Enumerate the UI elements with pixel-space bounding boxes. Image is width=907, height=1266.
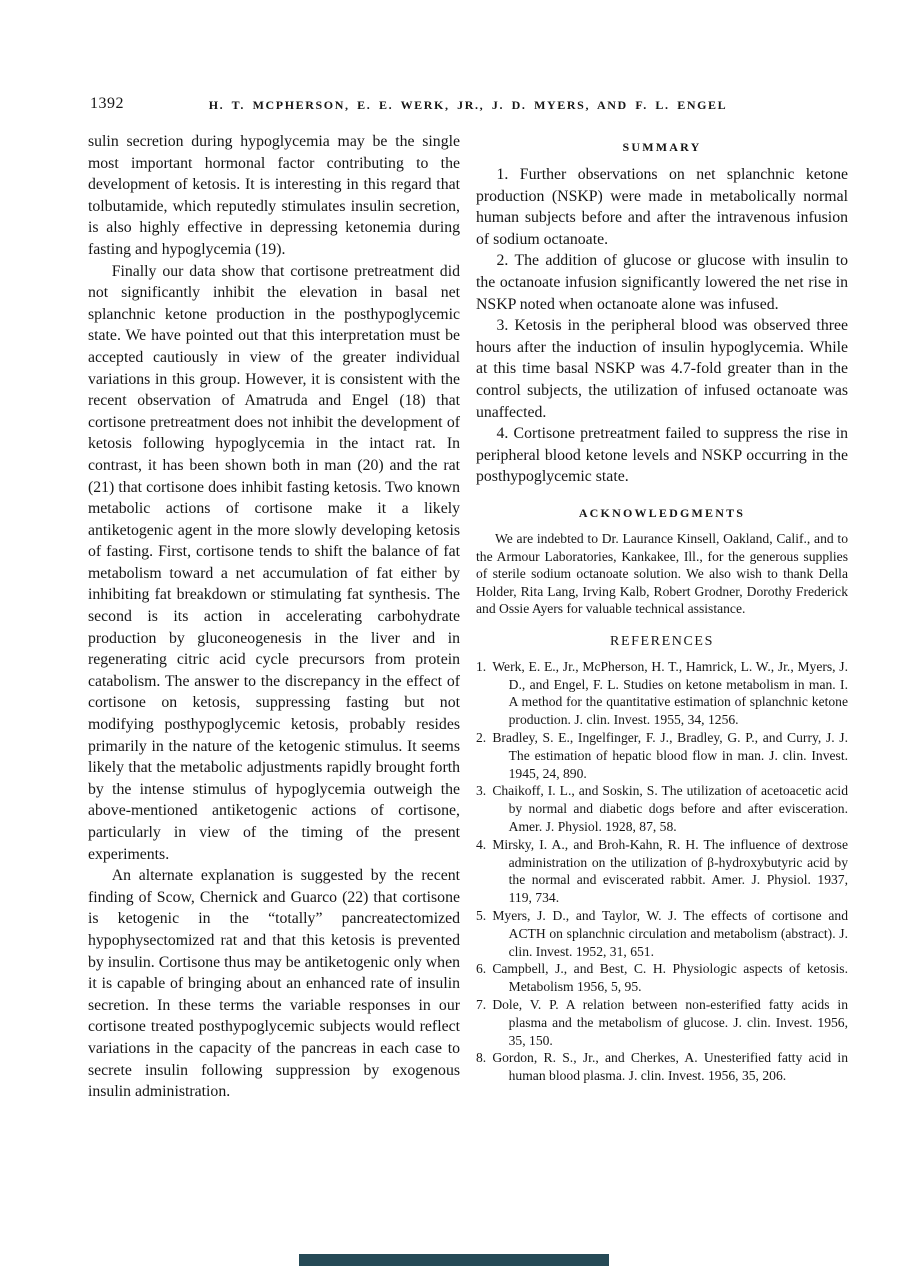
reference-entry [476, 729, 848, 782]
reference-entry [476, 836, 848, 907]
references-heading: REFERENCES [610, 633, 714, 649]
right-column [476, 131, 848, 1103]
reference-number: 2. [476, 730, 487, 746]
reference-number: 7. [476, 997, 487, 1013]
reference-text: Bradley, S. E., Ingelfinger, F. J., Bradley, G. P., and Curry, J. J. The estimation of hepatic blood flow in man. J. clin. Invest. 1945, 24, 890. [492, 730, 848, 781]
reference-text: Mirsky, I. A., and Broh-Kahn, R. H. The influence of dextrose administration on the utilization of β-hydroxybutyric acid by the normal and eviscerated rabbit. Amer. J. Physiol. 1937, 119, 734. [492, 836, 848, 906]
reference-number: 8. [476, 1050, 487, 1066]
reference-text: Campbell, J., and Best, C. H. Physiologic aspects of ketosis. Metabolism 1956, 5, 95. [492, 961, 848, 995]
reference-text: Chaikoff, I. L., and Soskin, S. The utilization of acetoacetic acid by normal and diabetic dogs before and after evisceration. Amer. J. Physiol. 1928, 87, 58. [492, 783, 848, 835]
left-column [88, 131, 460, 1103]
reference-text: Gordon, R. S., Jr., and Cherkes, A. Unesterified fatty acid in human blood plasma. J. clin. Invest. 1956, 35, 206. [492, 1050, 848, 1084]
summary-heading: SUMMARY [622, 140, 702, 154]
reference-list [476, 658, 848, 1085]
reference-text: Werk, E. E., Jr., McPherson, H. T., Hamrick, L. W., Jr., Myers, J. D., and Engel, F. L. Studies on ketone metabolism in man. I. A method for the quantitative estimation of splanchnic ketone production. J. clin. Invest. 1955, 34, 1256. [492, 658, 848, 728]
body-paragraph: Finally our data show that cortisone pretreatment did not significantly inhibit the elevation in basal net splanchnic ketone production in the posthypoglycemic state. We have pointed out that this interpretation must be accepted cautiously in view of the greater individual variations in this group. However, it is consistent with the recent observation of Amatruda and Engel (18) that cortisone pretreatment does not inhibit the development of ketosis following hypoglycemia in the intact rat. In contrast, it has been shown both in man (20) and the rat (21) that cortisone does inhibit fasting ketosis. Two known metabolic actions of cortisone make it a likely antiketogenic agent in the more slowly developing ketosis of fasting. First, cortisone tends to shift the balance of fat metabolism toward a net accumulation of fat either by inhibiting fat breakdown or stimulating fat synthesis. The second is its action in accelerating carbohydrate production by gluconeogenesis in the liver and in regenerating citric acid cycle precursors from protein catabolism. The answer to the discrepancy in the effect of cortisone on ketosis, suppressing fasting but not modifying posthypoglycemic ketosis, probably resides primarily in the nature of the ketogenic stimulus. It seems likely that the metabolic adjustments rapidly brought forth by the intense stimulus of hypoglycemia outweigh the above-mentioned antiketogenic actions of cortisone, particularly in view of the timing of the present experiments. [88, 262, 460, 863]
summary-point: 3. Ketosis in the peripheral blood was observed three hours after the induction of insulin hypoglycemia. While at this time basal NSKP was 4.7-fold greater than in the control subjects, the utilization of infused octanoate was unaffected. [476, 317, 848, 421]
reference-text: Myers, J. D., and Taylor, W. J. The effects of cortisone and ACTH on splanchnic circulation and metabolism (abstract). J. clin. Invest. 1952, 31, 651. [492, 908, 848, 959]
summary-point: 2. The addition of glucose or glucose with insulin to the octanoate infusion significantly lowered the net rise in NSKP noted when octanoate alone was infused. [476, 252, 848, 313]
acknowledgments-heading: ACKNOWLEDGMENTS [578, 505, 746, 520]
reference-number: 5. [476, 908, 487, 924]
summary-point: 4. Cortisone pretreatment failed to suppress the rise in peripheral blood ketone levels and NSKP occurring in the posthypoglycemic state. [476, 425, 848, 486]
body-paragraph: An alternate explanation is suggested by the recent finding of Scow, Chernick and Guarco (22) that cortisone is ketogenic in the “totally” pancreatectomized hypophysectomized rat and that this ketosis is prevented by insulin. Cortisone thus may be antiketogenic only when it is capable of bringing about an enhanced rate of insulin secretion. In these terms the variable responses in our cortisone treated posthypoglycemic subjects would reflect variations in the capacity of the pancreas in each case to secrete insulin following suppression by exogenous insulin administration. [88, 867, 460, 1101]
reference-number: 3. [476, 783, 487, 799]
body-paragraph: sulin secretion during hypoglycemia may be the single most important hormonal factor contributing to the development of ketosis. It is interesting in this regard that tolbutamide, which reputedly stimulates insulin secretion, is also highly effective in depressing ketonemia during fasting and hypoglycemia (19). [88, 133, 460, 258]
reference-entry [476, 960, 848, 996]
summary-point: 1. Further observations on net splanchnic ketone production (NSKP) were made in metabolically normal human subjects before and after the intravenous infusion of sodium octanoate. [476, 166, 848, 248]
reference-text: Dole, V. P. A relation between non-esterified fatty acids in plasma and the metabolism of glucose. J. clin. Invest. 1956, 35, 150. [492, 997, 848, 1048]
reference-entry [476, 1049, 848, 1085]
acknowledgments-text: We are indebted to Dr. Laurance Kinsell, Oakland, Calif., and to the Armour Laboratories, Kankakee, Ill., for the generous supplies of sterile sodium octanoate solution. We also wish to thank Della Holder, Rita Lang, Irving Kalb, Robert Grodner, Dorothy Frederick and Ossie Ayers for valuable technical assistance. [476, 530, 848, 617]
reference-entry [476, 658, 848, 729]
reference-number: 6. [476, 961, 487, 977]
two-column-body [88, 131, 848, 1103]
reference-entry [476, 782, 848, 835]
running-head-authors: H. T. MCPHERSON, E. E. WERK, JR., J. D. MYERS, AND F. L. ENGEL [208, 98, 728, 112]
reference-number: 4. [476, 836, 487, 852]
page-number: 1392 [90, 95, 124, 112]
reference-entry [476, 996, 848, 1049]
scan-artifact-bar [299, 1254, 609, 1266]
reference-entry [476, 907, 848, 960]
running-header [88, 95, 848, 115]
reference-number: 1. [476, 658, 487, 674]
